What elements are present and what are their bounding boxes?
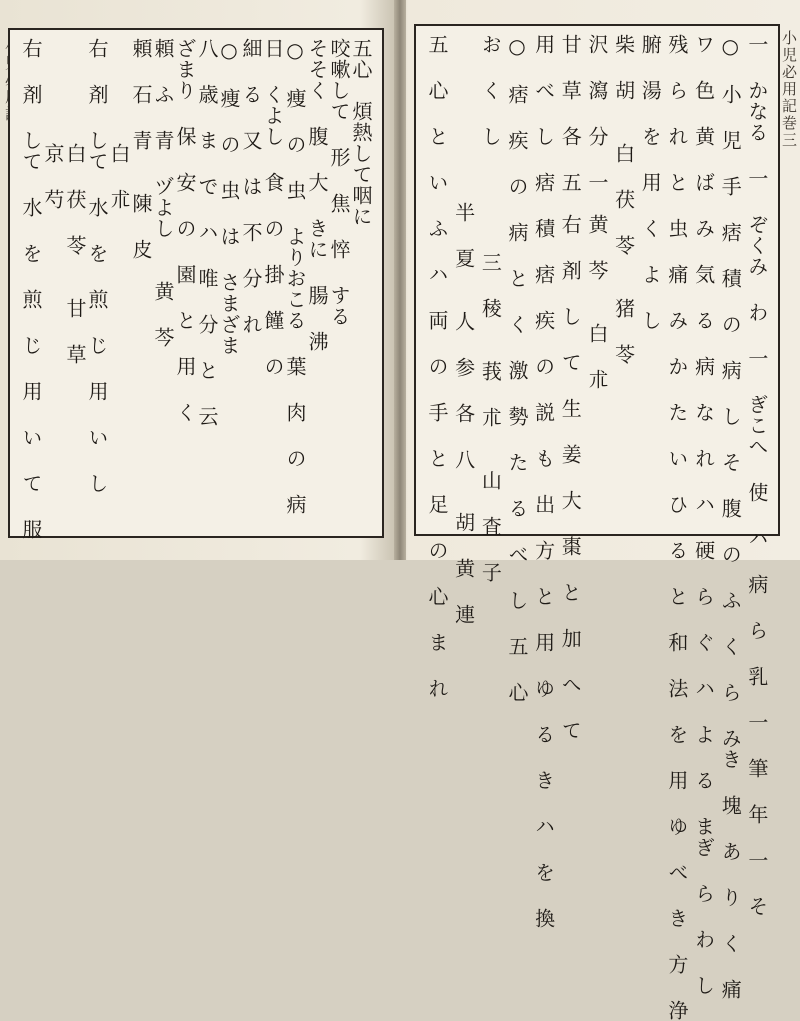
- text-column: 五心 煩熱して咽に: [349, 38, 373, 227]
- text-column: 半 夏 人 参 各 八 胡 黄 連: [451, 34, 476, 625]
- text-column: 残 ら れ と 虫 痛 み か た い ひ る と 和 法 を 用 ゆ べ き 方 浄: [664, 34, 689, 1021]
- text-column: 頼 ふ 青 ヅよし 黄 芩: [151, 38, 175, 348]
- text-column: 頼 石 青 陳 皮: [129, 38, 153, 260]
- left-page-columns: [19, 38, 373, 540]
- text-column: 咬嗽して 形 焦 悴 する: [327, 38, 351, 327]
- text-column: 腑 湯 を 用 く よ し: [638, 34, 663, 331]
- right-page-text-frame: [414, 24, 780, 1021]
- left-page-text-frame: [8, 28, 384, 538]
- text-column: お く し 三 稜 莪 朮 山 査 子: [478, 34, 503, 583]
- right-page-columns: [425, 34, 769, 1021]
- text-column: ○ 痩 の 虫 は さまざま: [217, 38, 241, 356]
- text-column: 日 くよし 食 の 掛 饉 の: [261, 38, 285, 377]
- text-column: 白 朮: [107, 38, 131, 210]
- text-column: 右 剤 して 水 を 煎 じ 用 い て 服: [19, 38, 43, 540]
- text-column: 用 べ し 痞 積 痞 疾 の 説 も 出 方 と 用 ゆ る き ハ を 換: [531, 34, 556, 929]
- text-column: 八 歳 ま で ハ 唯 分 と 云: [195, 38, 219, 427]
- text-column: ワ 色 黄 ば み 気 る 病 な れ ハ 硬 ら ぐ ハ よ る まぎ ら わ し: [691, 34, 716, 996]
- right-page: [406, 10, 798, 1021]
- text-column: 京 芍: [41, 38, 65, 210]
- text-column: 柴 胡 白 茯 苓 猪 苓: [611, 34, 636, 365]
- right-margin-title: 小児必用記巻三: [780, 30, 798, 149]
- text-column: 一 かなる 一 ぞくみ わ 一 ぎこへ 使 ハ 病 ら 乳 一 筆 年 一 そ: [744, 34, 769, 917]
- left-page: [8, 10, 392, 550]
- text-column: ○ 痞 疾 の 病 と く 激 勢 た る べ し 五 心: [504, 34, 529, 703]
- text-column: 白 茯 苓 甘 草: [63, 38, 87, 365]
- text-column: 沢 瀉 分 一 黄 芩 白 朮: [584, 34, 609, 390]
- text-column: そそく 腹 大 きに 腸 沸: [305, 38, 329, 352]
- text-column: 五 心 と い ふ ハ 両 の 手 と 足 の 心 ま れ: [425, 34, 449, 699]
- text-column: ○ 痩 の 虫 よりおこる 葉 肉 の 病: [283, 38, 307, 515]
- text-column: 細 る 又 は 不 分 れ: [239, 38, 263, 335]
- text-column: 甘 草 各 五 右 剤 し て 生 姜 大 棗 と 加 へ て: [558, 34, 583, 741]
- book-gutter: [394, 0, 406, 560]
- text-column: 右 剤 して 水 を 煎 じ 用 い し: [85, 38, 109, 494]
- text-column: ざまり 保 安 の 園 と 用 く: [173, 38, 197, 423]
- text-column: ○ 小 児 手 痞 積 の 病 し そ 腹 の ふ く ら みき 塊 あ り く 痛: [718, 34, 743, 1000]
